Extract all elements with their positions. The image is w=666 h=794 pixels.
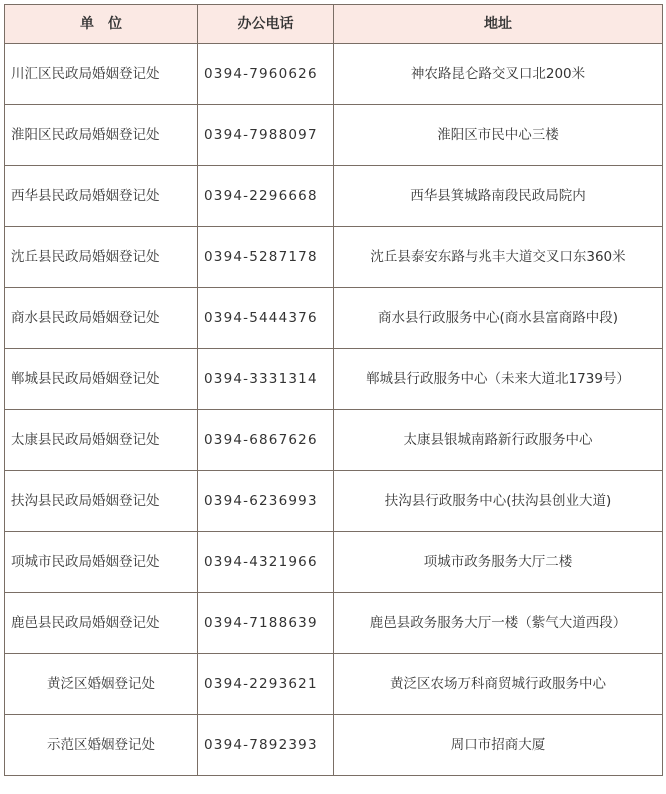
table-row	[5, 654, 663, 715]
table-row	[5, 715, 663, 776]
phone-cell: 0394-7188639	[198, 593, 334, 654]
address-cell: 郸城县行政服务中心（未来大道北1739号）	[334, 349, 663, 410]
unit-cell: 淮阳区民政局婚姻登记处	[5, 105, 198, 166]
address-cell: 商水县行政服务中心(商水县富商路中段)	[334, 288, 663, 349]
unit-cell: 商水县民政局婚姻登记处	[5, 288, 198, 349]
table-row	[5, 105, 663, 166]
unit-cell: 太康县民政局婚姻登记处	[5, 410, 198, 471]
address-cell: 周口市招商大厦	[334, 715, 663, 776]
phone-cell: 0394-2296668	[198, 166, 334, 227]
phone-cell: 0394-7988097	[198, 105, 334, 166]
address-cell: 沈丘县泰安东路与兆丰大道交叉口东360米	[334, 227, 663, 288]
phone-cell: 0394-5287178	[198, 227, 334, 288]
phone-cell: 0394-3331314	[198, 349, 334, 410]
phone-cell: 0394-7892393	[198, 715, 334, 776]
address-cell: 太康县银城南路新行政服务中心	[334, 410, 663, 471]
table-row	[5, 532, 663, 593]
phone-cell: 0394-7960626	[198, 44, 334, 105]
address-cell: 扶沟县行政服务中心(扶沟县创业大道)	[334, 471, 663, 532]
address-cell: 鹿邑县政务服务大厅一楼（紫气大道西段）	[334, 593, 663, 654]
unit-cell: 扶沟县民政局婚姻登记处	[5, 471, 198, 532]
table-row	[5, 166, 663, 227]
header-address: 地址	[334, 5, 663, 44]
address-cell: 项城市政务服务大厅二楼	[334, 532, 663, 593]
header-unit: 单 位	[5, 5, 198, 44]
unit-cell: 示范区婚姻登记处	[5, 715, 198, 776]
table-row	[5, 288, 663, 349]
unit-cell: 郸城县民政局婚姻登记处	[5, 349, 198, 410]
unit-cell: 西华县民政局婚姻登记处	[5, 166, 198, 227]
table-row	[5, 593, 663, 654]
phone-cell: 0394-5444376	[198, 288, 334, 349]
table-body	[5, 44, 663, 776]
unit-cell: 川汇区民政局婚姻登记处	[5, 44, 198, 105]
table-row	[5, 44, 663, 105]
phone-cell: 0394-2293621	[198, 654, 334, 715]
header-row	[5, 5, 663, 44]
unit-cell: 沈丘县民政局婚姻登记处	[5, 227, 198, 288]
address-cell: 神农路昆仑路交叉口北200米	[334, 44, 663, 105]
table-row	[5, 410, 663, 471]
address-cell: 西华县箕城路南段民政局院内	[334, 166, 663, 227]
table-row	[5, 227, 663, 288]
table-row	[5, 349, 663, 410]
table-row	[5, 471, 663, 532]
unit-cell: 项城市民政局婚姻登记处	[5, 532, 198, 593]
marriage-registration-table	[4, 4, 663, 776]
phone-cell: 0394-4321966	[198, 532, 334, 593]
header-phone: 办公电话	[198, 5, 334, 44]
address-cell: 淮阳区市民中心三楼	[334, 105, 663, 166]
phone-cell: 0394-6867626	[198, 410, 334, 471]
address-cell: 黄泛区农场万科商贸城行政服务中心	[334, 654, 663, 715]
phone-cell: 0394-6236993	[198, 471, 334, 532]
table-header	[5, 5, 663, 44]
unit-cell: 鹿邑县民政局婚姻登记处	[5, 593, 198, 654]
unit-cell: 黄泛区婚姻登记处	[5, 654, 198, 715]
